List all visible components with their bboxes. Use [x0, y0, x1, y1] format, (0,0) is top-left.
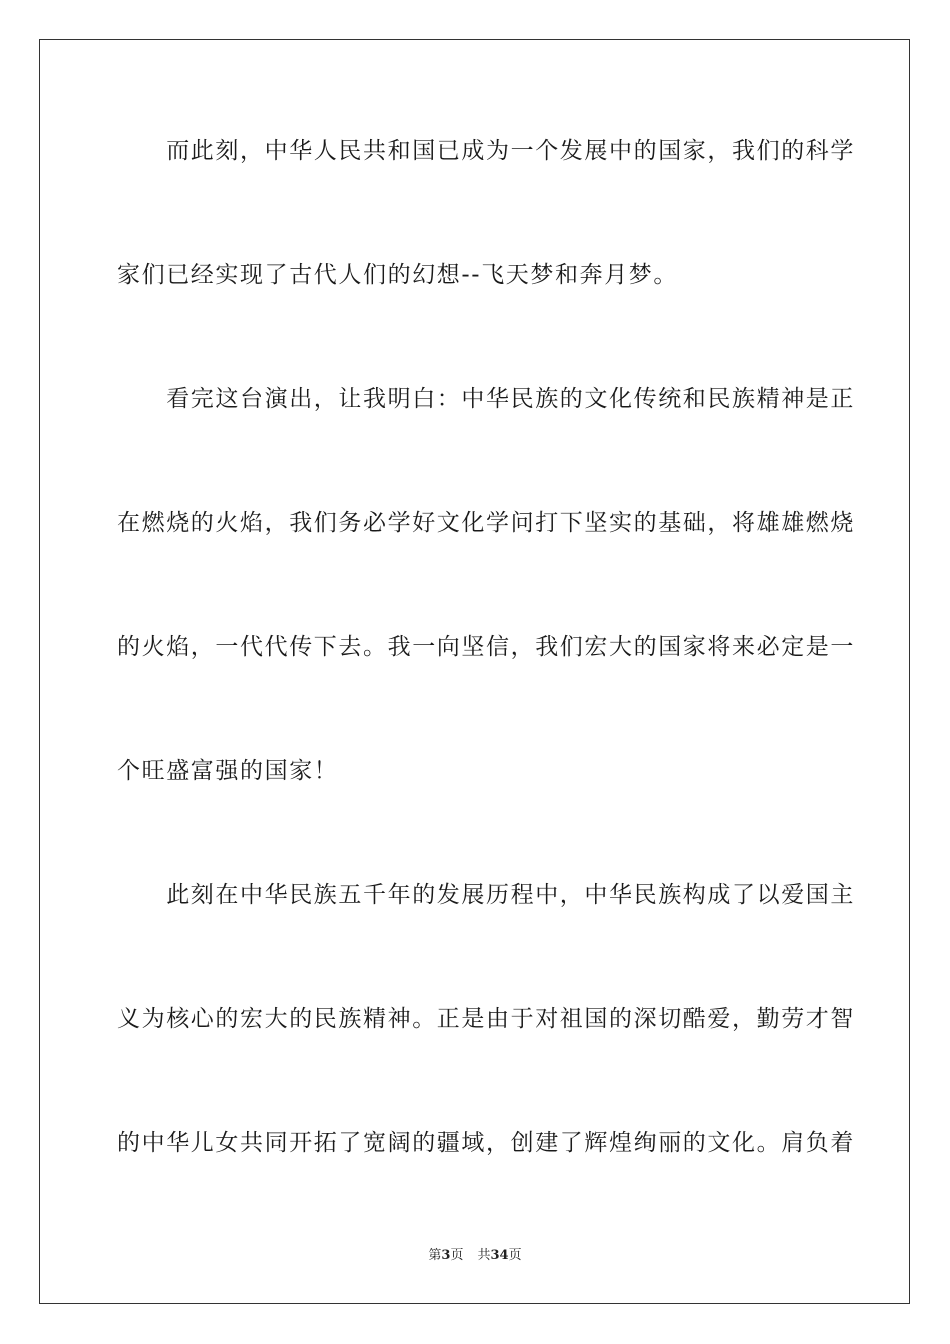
text-line-7: 此刻在中华民族五千年的发展历程中，中华民族构成了以爱国主: [117, 882, 855, 908]
text-line-4: 在燃烧的火焰，我们务必学好文化学问打下坚实的基础，将雄雄燃烧: [117, 510, 855, 536]
total-prefix: 共: [477, 1248, 491, 1263]
text-line-1: 而此刻，中华人民共和国已成为一个发展中的国家，我们的科学: [117, 138, 855, 164]
page-prefix: 第: [428, 1248, 442, 1263]
page-footer: [0, 1247, 950, 1265]
text-line-5: 的火焰，一代代传下去。我一向坚信，我们宏大的国家将来必定是一: [117, 634, 855, 660]
text-line-2: 家们已经实现了古代人们的幻想--飞天梦和奔月梦。: [117, 262, 678, 288]
text-line-3: 看完这台演出，让我明白：中华民族的文化传统和民族精神是正: [117, 386, 855, 412]
page-number: 3: [441, 1248, 451, 1263]
text-line-8: 义为核心的宏大的民族精神。正是由于对祖国的深切酷爱，勤劳才智: [117, 1006, 855, 1032]
text-line-6: 个旺盛富强的国家！: [117, 758, 339, 784]
text-line-9: 的中华儿女共同开拓了宽阔的疆域，创建了辉煌绚丽的文化。肩负着: [117, 1130, 855, 1156]
total-pages: 34: [490, 1248, 509, 1263]
page-suffix: 页: [450, 1248, 464, 1263]
page-border: [39, 39, 910, 1304]
total-suffix: 页: [508, 1248, 522, 1263]
